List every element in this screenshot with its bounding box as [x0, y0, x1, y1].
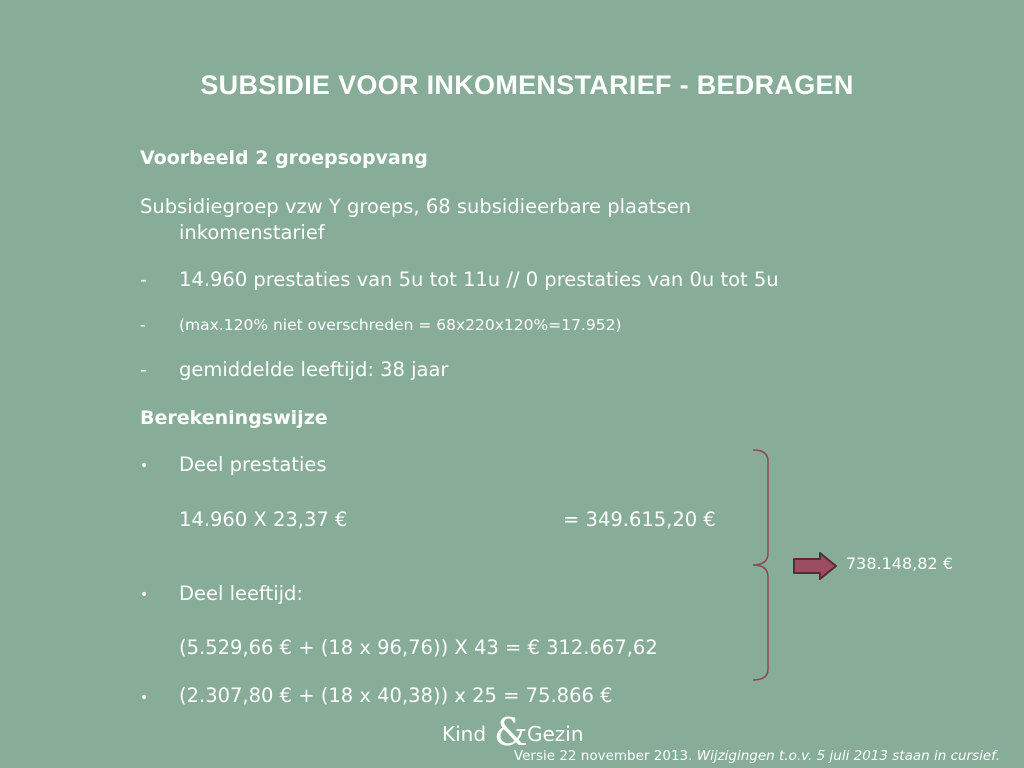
intro-line-1: Subsidiegroep vzw Y groeps, 68 subsidieerbare plaatsen — [140, 195, 692, 218]
intro-line-2: inkomenstarief — [179, 221, 325, 244]
deel-prestaties-formula: 14.960 X 23,37 € — [179, 508, 348, 531]
deel-leeftijd-formula: (5.529,66 € + (18 x 96,76)) X 43 = € 312.667,62 — [179, 636, 658, 659]
item-max: (max.120% niet overschreden = 68x220x120%=17.952) — [179, 316, 622, 334]
logo-kind: Kind — [442, 722, 487, 746]
footer-version — [514, 748, 1000, 764]
deel-leeftijd-label: Deel leeftijd: — [179, 582, 303, 605]
dash-marker: - — [140, 316, 146, 334]
dash-marker: - — [140, 268, 148, 291]
extra-formula: (2.307,80 € + (18 x 40,38)) x 25 = 75.866 € — [179, 684, 613, 707]
footer-note: Wijzigingen t.o.v. 5 juli 2013 staan in cursief. — [696, 748, 1000, 764]
item-prestaties: 14.960 prestaties van 5u tot 11u // 0 prestaties van 0u tot 5u — [179, 268, 779, 291]
right-brace — [752, 449, 770, 681]
bullet-marker: • — [140, 690, 149, 706]
deel-prestaties-label: Deel prestaties — [179, 453, 327, 476]
logo-ampersand: & — [494, 710, 528, 754]
bullet-marker: • — [140, 458, 149, 474]
logo-gezin: Gezin — [527, 722, 584, 746]
intro-text — [140, 194, 691, 246]
dash-marker: - — [140, 358, 148, 381]
arrow-right-icon — [792, 551, 838, 581]
total-amount: 738.148,82 € — [846, 554, 953, 573]
calc-heading: Berekeningswijze — [140, 407, 328, 429]
example-heading: Voorbeeld 2 groepsopvang — [140, 147, 428, 169]
deel-prestaties-result: = 349.615,20 € — [563, 508, 716, 531]
slide-title: SUBSIDIE VOOR INKOMENSTARIEF - BEDRAGEN — [200, 70, 854, 100]
kind-en-gezin-logo — [442, 712, 592, 752]
bullet-marker: • — [140, 587, 149, 603]
footer-version-text: Versie 22 november 2013. — [513, 748, 693, 764]
item-leeftijd: gemiddelde leeftijd: 38 jaar — [179, 358, 449, 381]
